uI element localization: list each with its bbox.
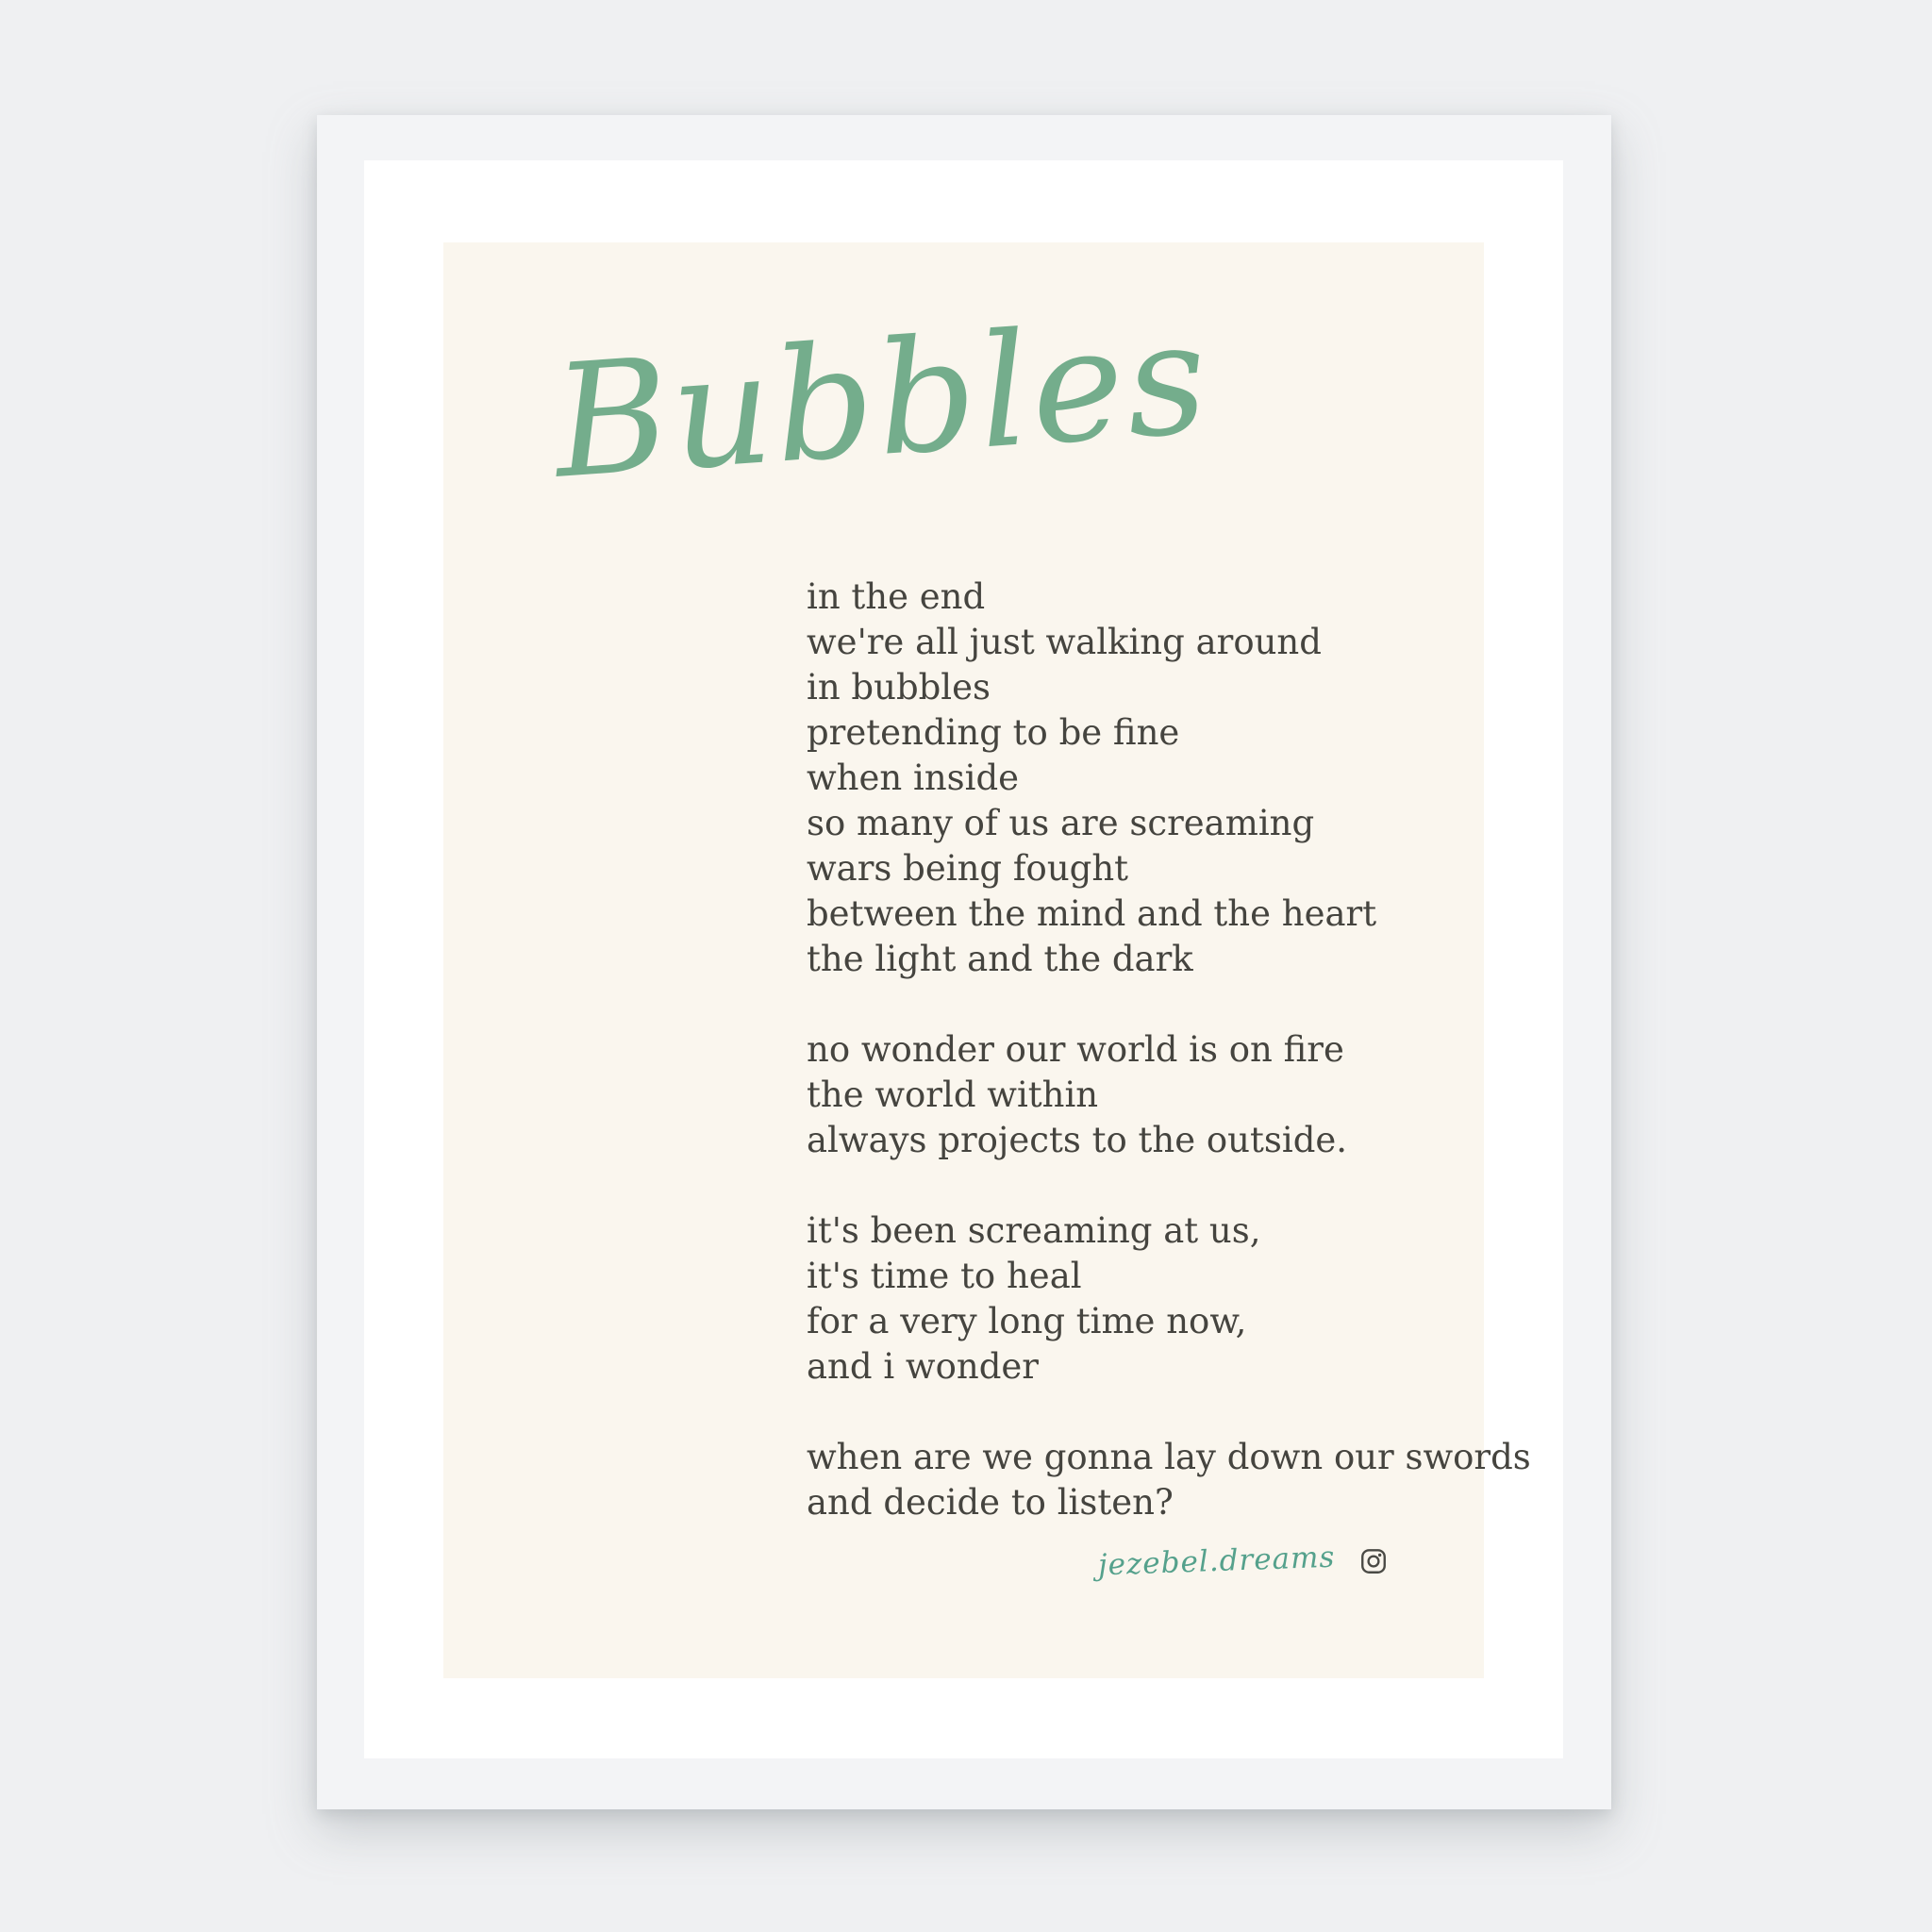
poem-line: when are we gonna lay down our swords bbox=[807, 1437, 1531, 1477]
poem-line: and i wonder bbox=[807, 1346, 1039, 1387]
poem-line: so many of us are screaming bbox=[807, 803, 1315, 843]
poem-line: we're all just walking around bbox=[807, 622, 1322, 662]
instagram-icon bbox=[1359, 1547, 1388, 1575]
poem-line: in the end bbox=[807, 576, 986, 617]
poem-line: always projects to the outside. bbox=[807, 1120, 1348, 1160]
poem-stanza bbox=[807, 575, 1531, 982]
poem-line: in bubbles bbox=[807, 667, 991, 708]
poem-stanza bbox=[807, 1027, 1531, 1163]
signature-row bbox=[1097, 1540, 1388, 1583]
poster bbox=[443, 242, 1531, 1678]
poster-title: Bubbles bbox=[548, 286, 1215, 513]
poem-line: the light and the dark bbox=[807, 939, 1193, 979]
poem bbox=[807, 575, 1531, 1571]
poem-line: no wonder our world is on fire bbox=[807, 1029, 1344, 1070]
picture-frame bbox=[317, 115, 1611, 1809]
poem-line: wars being fought bbox=[807, 848, 1129, 889]
poem-line: when inside bbox=[807, 758, 1020, 798]
poem-line: the world within bbox=[807, 1074, 1099, 1115]
frame-matte bbox=[364, 160, 1563, 1758]
poem-line: pretending to be fine bbox=[807, 712, 1180, 753]
poem-line: between the mind and the heart bbox=[807, 893, 1377, 934]
poem-stanza bbox=[807, 1208, 1531, 1390]
poem-line: and decide to listen? bbox=[807, 1482, 1174, 1523]
poem-stanza bbox=[807, 1435, 1531, 1525]
poem-line: it's time to heal bbox=[807, 1256, 1082, 1296]
poem-line: it's been screaming at us, bbox=[807, 1210, 1261, 1251]
signature: jezebel.dreams bbox=[1097, 1540, 1336, 1583]
poem-line: for a very long time now, bbox=[807, 1301, 1247, 1341]
